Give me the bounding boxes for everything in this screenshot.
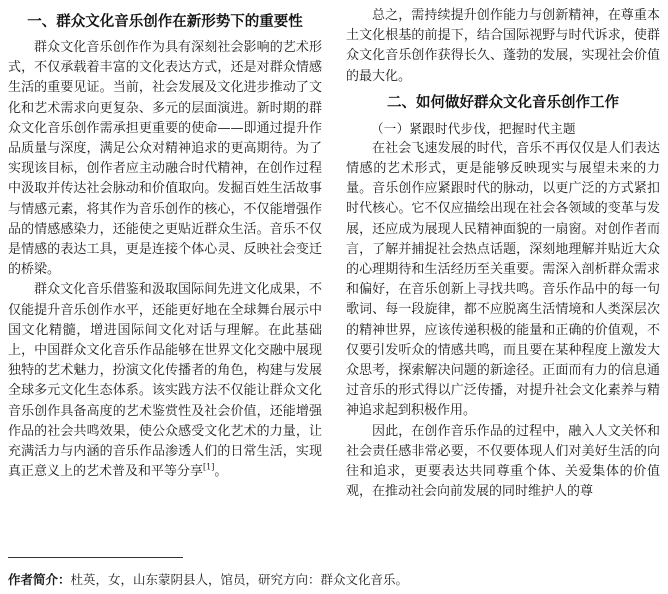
body-paragraph: 因此，在创作音乐作品的过程中，融入人文关怀和社会责任感非常必要，不仅要体现人们对美好生活的向往和追求，更要表达共同尊重个体、关爱集体的价值观，在推动社会向前发展的同时维护人的尊 bbox=[346, 423, 660, 500]
author-bio-label: 作者简介： bbox=[8, 572, 71, 587]
author-bio-text: 杜英，女，山东蒙阴县人，馆员，研究方向：群众文化音乐。 bbox=[70, 572, 409, 587]
subsection-heading: （一）紧跟时代步伐，把握时代主题 bbox=[371, 120, 576, 136]
sentence-end-mark: 。 bbox=[214, 464, 228, 480]
right-column bbox=[346, 6, 660, 502]
continued-paragraph: 总之，需持续提升创作能力与创新精神，在尊重本土文化根基的前提下，结合国际视野与时代诉求，使群众文化音乐创作获得长久、蓬勃的发展，实现社会价值的最大化。 bbox=[346, 8, 660, 84]
section-heading-importance: 一、群众文化音乐创作在新形势下的重要性 bbox=[27, 14, 303, 30]
body-paragraph: 在社会飞速发展的时代，音乐不再仅仅是人们表达情感的艺术形式，更是能够反映现实与展望未来的力量。音乐创作应紧跟时代的脉动，以更广泛的方式紧扣时代核心。它不仅应描绘出现在社会各领域的变革与发展，还应成为展现人民精神面貌的一扇窗。对创作者而言，了解并捕捉社会热点话题，深刻地理解并贴近大众的心理期待和生活经历至关重要。需深入剖析群众需求和偏好，在音乐创新上寻找共鸣。音乐作品中的每一句歌词、每一段旋律，都不应脱离生活情境和人类深层次的精神世界，应该传递积极的能量和正确的价值观，不仅要引发听众的情感共鸣，而且要在某种程度上激发大众思考，探索解决问题的新途径。正面而有力的信息通过音乐的形式得以广泛传播，对提升社会文化素养与精神追求起到积极作用。 bbox=[346, 140, 660, 419]
left-column bbox=[8, 6, 322, 482]
section-heading-how-to: 二、如何做好群众文化音乐创作工作 bbox=[387, 94, 619, 111]
citation-marker: [1] bbox=[203, 462, 215, 472]
body-paragraph-with-citation bbox=[8, 280, 322, 482]
author-bio bbox=[8, 572, 658, 588]
body-paragraph: 群众文化音乐创作作为具有深刻社会影响的艺术形式，不仅承载着丰富的文化表达方式，还是对群众情感生活的重要见证。当前，社会发展及文化进步推动了文化和艺术需求向更复杂、多元的层面演进。新时期的群众文化音乐创作需承担更重要的使命——即通过提升作品质量与深度，满足公众对精神追求的更高期待。为了实现该目标，创作者应主动融合时代精神，在创作过程中汲取并传达社会脉动和价值取向。发掘百姓生活故事与情感元素，将其作为音乐创作的核心，不仅能增强作品的情感感染力，还能使之更贴近群众生活。音乐不仅是情感的表达工具，更是连接个体心灵、反映社会变迁的桥梁。 bbox=[8, 40, 322, 278]
footnote-divider bbox=[8, 557, 183, 558]
paragraph-text: 群众文化音乐借鉴和汲取国际间先进文化成果，不仅能提升音乐创作水平，还能更好地在全球舞台展示中国文化精髓，增进国际间文化对话与理解。在此基础上，中国群众文化音乐作品能够在世界文化交融中展现独特的艺术魅力，扮演文化传播者的角色，构建与发展全球多元文化生态体系。该实践方法不仅能让群众文化音乐创作具备高度的艺术鉴赏性及社会价值，还能增强作品的社会共鸣效果，使公众感受文化艺术的力量，让充满活力与内涵的音乐作品渗透人们的日常生活，实现真正意义上的艺术普及和平等分享 bbox=[8, 282, 322, 480]
